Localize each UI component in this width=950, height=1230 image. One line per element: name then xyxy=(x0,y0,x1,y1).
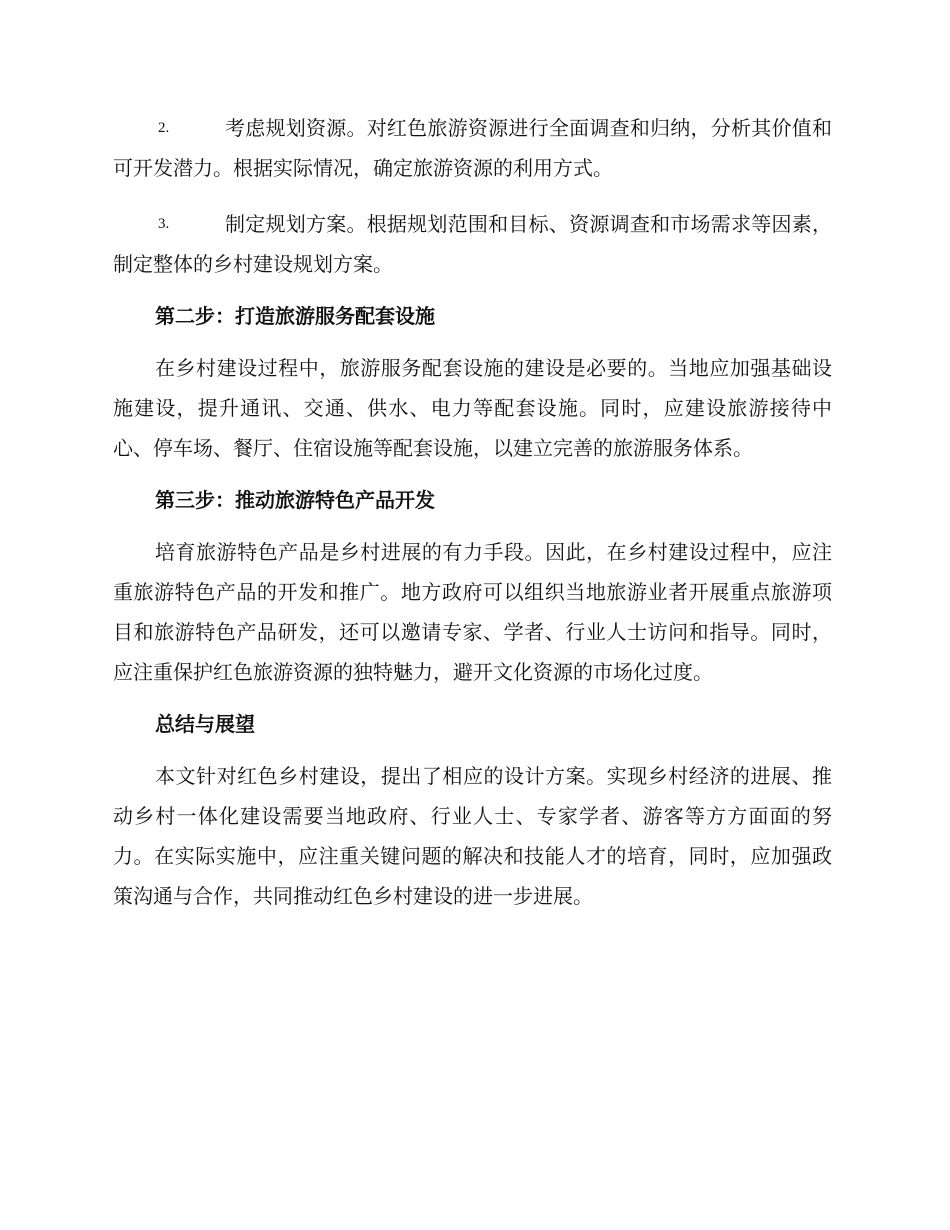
paragraph-summary: 本文针对红色乡村建设，提出了相应的设计方案。实现乡村经济的进展、推动乡村一体化建设需要当地政府、行业人士、专家学者、游客等方方面面的努力。在实际实施中，应注重关键问题的解决和技能人才的培育，同时，应加强政策沟通与合作，共同推动红色乡村建设的进一步进展。 xyxy=(113,764,832,908)
numbered-item-2 xyxy=(113,108,832,188)
item-text: 考虑规划资源。对红色旅游资源进行全面调查和归纳，分析其价值和可开发潜力。根据实际情况，确定旅游资源的利用方式。 xyxy=(113,116,832,180)
paragraph-step-three: 培育旅游特色产品是乡村进展的有力手段。因此，在乡村建设过程中，应注重旅游特色产品的开发和推广。地方政府可以组织当地旅游业者开展重点旅游项目和旅游特色产品研发，还可以邀请专家、学者、行业人士访问和指导。同时，应注重保护红色旅游资源的独特魅力，避开文化资源的市场化过度。 xyxy=(113,540,832,684)
paragraph-step-two: 在乡村建设过程中，旅游服务配套设施的建设是必要的。当地应加强基础设施建设，提升通讯、交通、供水、电力等配套设施。同时，应建设旅游接待中心、停车场、餐厅、住宿设施等配套设施，以建立完善的旅游服务体系。 xyxy=(113,356,832,460)
numbered-item-3 xyxy=(113,204,832,284)
item-text: 制定规划方案。根据规划范围和目标、资源调查和市场需求等因素，制定整体的乡村建设规划方案。 xyxy=(113,212,832,276)
item-number: 2. xyxy=(158,120,170,136)
item-number: 3. xyxy=(158,216,170,232)
section-heading-step-two: 第二步：打造旅游服务配套设施 xyxy=(155,304,435,328)
section-heading-summary: 总结与展望 xyxy=(155,712,255,736)
document-content xyxy=(113,108,832,916)
section-heading-step-three: 第三步：推动旅游特色产品开发 xyxy=(155,488,435,512)
